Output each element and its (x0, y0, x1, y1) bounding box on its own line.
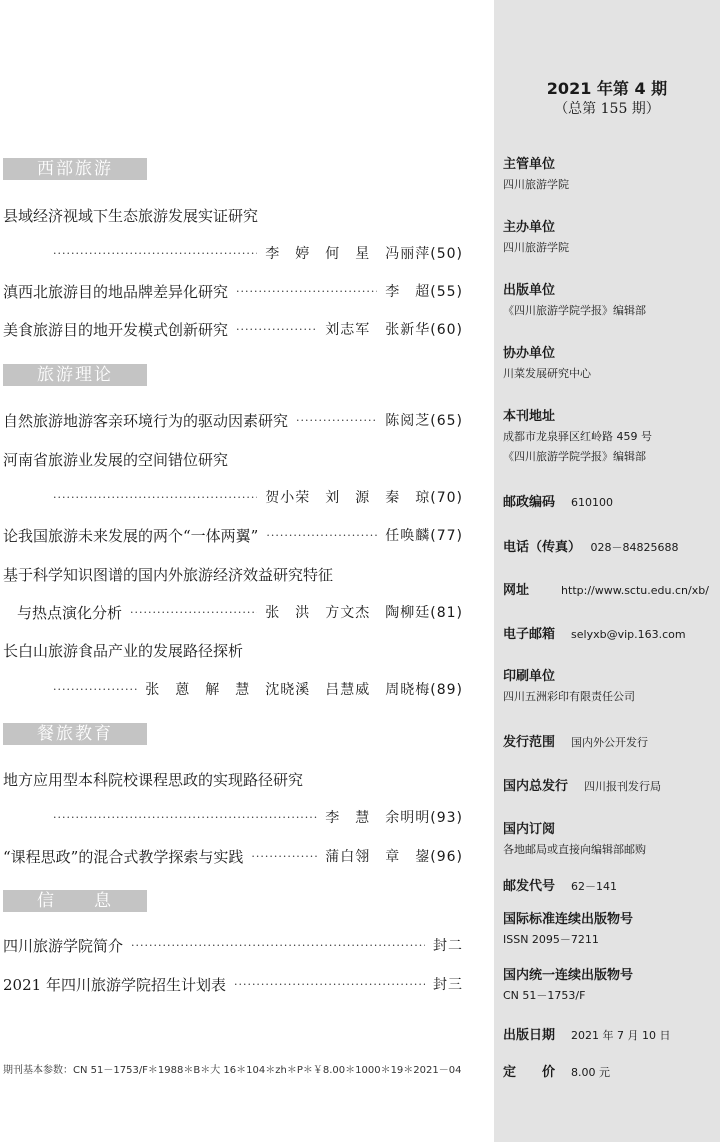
journal-parameters: 期刊基本参数：CN 51－1753/F＊1988＊B＊大 16＊104＊zh＊P＊￥8.00＊1000＊19＊2021－04 (3, 1065, 462, 1076)
info-subscription: 国内订阅 各地邮局或直接向编辑部邮购 (503, 822, 646, 856)
info-cn: 国内统一连续出版物号 CN 51－1753/F (503, 968, 634, 1002)
info-supervisor: 主管单位 四川旅游学院 (503, 157, 569, 191)
article-entry[interactable] (3, 523, 463, 547)
article-authors: 陈阅芝(65) (385, 413, 463, 429)
article-title: 滇西北旅游目的地品牌差异化研究 (3, 282, 229, 301)
leader-dots (234, 978, 425, 991)
article-title: 长白山旅游食品产业的发展路径探析 (3, 641, 244, 660)
info-address: 本刊地址 成都市龙泉驿区红岭路 459 号 《四川旅游学院学报》编辑部 (503, 409, 652, 463)
info-issn: 国际标准连续出版物号 ISSN 2095－7211 (503, 912, 634, 946)
article-authors: 张 蒽 解 慧 沈晓溪 吕慧威 周晓梅(89) (145, 682, 463, 698)
article-entry[interactable] (17, 600, 463, 624)
article-entry[interactable] (3, 972, 463, 996)
issue-number: 2021 年第 4 期 (546, 79, 668, 98)
leader-dots (53, 683, 137, 696)
article-entry[interactable] (45, 677, 463, 701)
article-authors: 任唤麟(77) (385, 528, 463, 544)
info-phone: 电话（传真） 028－84825688 (503, 540, 679, 555)
leader-dots (53, 247, 257, 260)
total-issue-number: （总第 155 期） (554, 101, 660, 117)
article-authors: 蒲白翎 章 鋆(96) (325, 849, 463, 865)
article-authors: 贺小荣 刘 源 秦 琼(70) (265, 490, 463, 506)
leader-dots (251, 850, 317, 863)
article-title: 地方应用型本科院校课程思政的实现路径研究 (3, 770, 304, 789)
article-title: 县域经济视域下生态旅游发展实证研究 (3, 206, 259, 225)
article-page: 封二 (433, 938, 463, 954)
leader-dots (53, 811, 317, 824)
article-entry[interactable] (3, 408, 463, 432)
article-title: 四川旅游学院简介 (3, 936, 124, 955)
article-authors: 李 超(55) (385, 284, 463, 300)
info-price: 定 价 8.00 元 (503, 1065, 611, 1080)
article-entry[interactable] (45, 485, 463, 509)
info-postcode: 邮政编码 610100 (503, 495, 614, 510)
article-title: 基于科学知识图谱的国内外旅游经济效益研究特征 (3, 565, 334, 584)
article-entry[interactable] (3, 844, 463, 868)
leader-dots (236, 323, 317, 336)
article-authors: 刘志军 张新华(60) (325, 322, 463, 338)
article-entry[interactable] (45, 241, 463, 265)
article-entry[interactable] (3, 933, 463, 957)
info-publication-date: 出版日期 2021 年 7 月 10 日 (503, 1028, 671, 1043)
leader-dots (236, 285, 377, 298)
article-title: 自然旅游地游客亲环境行为的驱动因素研究 (3, 411, 289, 430)
leader-dots (53, 491, 257, 504)
article-title-continued: 与热点演化分析 (17, 603, 123, 622)
article-title: 河南省旅游业发展的空间错位研究 (3, 450, 229, 469)
leader-dots (131, 939, 425, 952)
info-publisher: 出版单位 《四川旅游学院学报》编辑部 (503, 283, 646, 317)
info-co-organizer: 协办单位 川菜发展研究中心 (503, 346, 591, 380)
info-domestic-distributor: 国内总发行 四川报刊发行局 (503, 779, 662, 794)
article-authors: 张 洪 方文杰 陶柳廷(81) (265, 605, 463, 621)
section-header-west-tourism: 西部旅游 (3, 158, 147, 180)
section-header-hospitality-education: 餐旅教育 (3, 723, 147, 745)
info-website[interactable]: 网址 http://www.sctu.edu.cn/xb/ (503, 583, 709, 598)
info-printer: 印刷单位 四川五洲彩印有限责任公司 (503, 669, 635, 703)
info-postal-code-number: 邮发代号 62－141 (503, 879, 618, 894)
section-header-information: 信 息 (3, 890, 147, 912)
info-email[interactable]: 电子邮箱 selyxb@vip.163.com (503, 627, 686, 642)
article-entry[interactable] (3, 317, 463, 341)
article-title: 2021 年四川旅游学院招生计划表 (3, 975, 226, 994)
article-page: 封三 (433, 977, 463, 993)
article-title: 论我国旅游未来发展的两个“一体两翼” (3, 526, 259, 545)
article-title: 美食旅游目的地开发模式创新研究 (3, 320, 229, 339)
section-header-tourism-theory: 旅游理论 (3, 364, 147, 386)
article-authors: 李 慧 余明明(93) (325, 810, 463, 826)
info-distribution-scope: 发行范围 国内外公开发行 (503, 735, 649, 750)
leader-dots (130, 606, 257, 619)
article-authors: 李 婷 何 星 冯丽萍(50) (265, 246, 463, 262)
article-entry[interactable] (45, 805, 463, 829)
journal-info-sidebar (494, 0, 720, 1142)
leader-dots (296, 414, 377, 427)
leader-dots (266, 529, 377, 542)
article-title: “课程思政”的混合式教学探索与实践 (3, 847, 244, 866)
info-sponsor: 主办单位 四川旅游学院 (503, 220, 569, 254)
article-entry[interactable] (3, 279, 463, 303)
